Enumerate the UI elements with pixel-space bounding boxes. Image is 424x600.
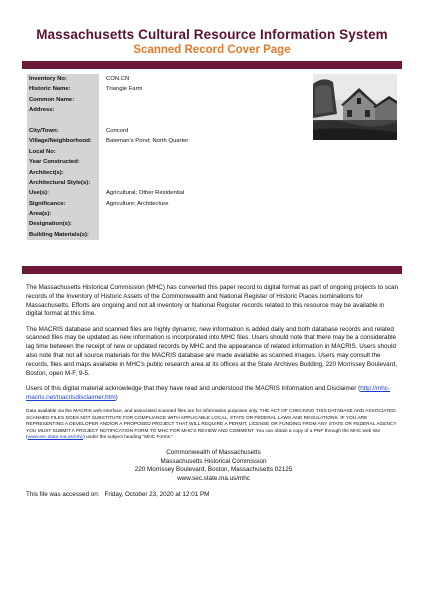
contact-line: Commonwealth of Massachusetts xyxy=(166,449,261,457)
field-value: Bateman's Pond; North Quarter xyxy=(106,138,189,145)
page-subtitle: Scanned Record Cover Page xyxy=(133,44,291,56)
field-row xyxy=(27,157,313,167)
fine-print-text: Data available via the MACRIS web interface, and associated scanned files are for information purposes only. THE ACT OF CHECKING THIS DATABASE AND ASSOCIATED SCANNED FILES DOES NOT SUBSTITUTE FOR COMPLIANCE WITH APPLICABLE LOCAL, STATE OR FEDERAL LAWS AND REGULATIONS. IF YOU ARE REPRESENTING A DEVELOPER AND/OR A PROPOSED PROJECT THAT WILL REQUIRE A PERMIT, LICENSE OR FUNDING FROM ANY STATE OR FEDERAL AGENCY YOU MUST SUBMIT A PROJECT NOTIFICATION FORM TO MHC FOR MHC'S REVIEW AND COMMENT. You can obtain a copy of a PNF through the MHC web site ( xyxy=(26,409,397,441)
field-label: Local No: xyxy=(27,147,99,157)
field-row xyxy=(27,105,313,115)
farmhouse-photo-illustration xyxy=(313,74,397,140)
field-value xyxy=(99,168,106,178)
record-fields xyxy=(27,74,313,240)
database-paragraph: The MACRIS database and scanned files are highly dynamic; new information is added daily and both database records and related scanned files may be updated as new information is incorporated into MHC files. Users should note that there may be a considerable lag time between the receipt of new or updated records by MHC and the appearance of related information in MACRIS. Users should also note that not all source materials for the MACRIS database are made available as scanned images. Users may consult the records, files and maps available in MHC's public research area at its offices at the State Archives Building, 220 Morrissey Boulevard, Boston, open M-F, 9-5. xyxy=(26,325,398,377)
contact-line: Massachusetts Historical Commission xyxy=(160,457,267,465)
field-label: Building Materials(s): xyxy=(27,230,99,240)
legal-fine-print xyxy=(26,409,401,442)
field-label: Architectural Style(s): xyxy=(27,178,99,188)
field-row xyxy=(27,136,313,146)
field-label: Address: xyxy=(27,105,99,115)
field-label: Village/Neighborhood: xyxy=(27,136,99,146)
intro-paragraph: The Massachusetts Historical Commission (MHC) has converted this paper record to digital format as part of ongoing projects to scan records of the Inventory of Historic Assets of the Commonwealth and National Register of Historic Places nominations for Massachusetts. Efforts are ongoing and not all inventory or National Register records related to this resource may be available in digital format at this time. xyxy=(26,284,399,318)
field-label: Architect(s): xyxy=(27,168,99,178)
field-row xyxy=(27,230,313,240)
field-label: City/Town: xyxy=(27,126,99,136)
property-photo xyxy=(313,74,397,140)
page-title: Massachusetts Cultural Resource Information System xyxy=(36,27,388,42)
field-row xyxy=(27,116,313,126)
field-row xyxy=(27,74,313,84)
field-label: Use(s): xyxy=(27,188,99,198)
field-value: CON.CN xyxy=(106,76,130,82)
bottom-divider-bar xyxy=(22,266,402,274)
field-row xyxy=(27,95,313,105)
accessed-label: This file was accessed on: xyxy=(26,491,100,499)
acknowledgement-end: ) xyxy=(115,393,118,401)
top-divider-bar xyxy=(22,61,402,69)
field-label: Inventory No: xyxy=(27,74,99,84)
field-row xyxy=(27,219,313,229)
contact-line: 220 Morrissey Boulevard, Boston, Massachusetts 02125 xyxy=(134,466,293,474)
contact-block xyxy=(26,449,401,483)
field-value xyxy=(99,219,106,229)
field-value: Triangle Farm xyxy=(106,86,143,93)
field-value xyxy=(99,116,106,126)
field-row xyxy=(27,178,313,188)
field-value: Concord xyxy=(106,127,129,134)
acknowledgement-text: Users of this digital material acknowledge that they have read and understood the MACRIS Information and Disclaimer ( xyxy=(26,384,361,392)
field-label: Designation(s): xyxy=(27,219,99,229)
field-value xyxy=(99,178,106,188)
field-value xyxy=(99,157,106,167)
field-label: Significance: xyxy=(27,199,99,209)
disclaimer-link[interactable]: http://mhc-macris.net/macrisdisclaimer.htm xyxy=(26,384,391,401)
fine-print-end: ) under the subject heading "MHC Forms." xyxy=(83,435,174,441)
field-value: Agriculture; Architecture xyxy=(106,200,169,207)
field-value xyxy=(99,105,106,115)
field-row xyxy=(27,188,313,198)
field-label xyxy=(27,116,99,126)
field-row xyxy=(27,168,313,178)
field-row xyxy=(27,209,313,219)
contact-line: www.sec.state.ma.us/mhc xyxy=(177,474,250,482)
access-timestamp xyxy=(26,491,401,499)
field-value xyxy=(99,95,106,105)
accessed-value: Friday, October 23, 2020 at 12:01 PM xyxy=(104,491,210,499)
field-value xyxy=(99,230,106,240)
field-row xyxy=(27,199,313,209)
field-label: Year Constructed: xyxy=(27,157,99,167)
field-row xyxy=(27,126,313,136)
field-value xyxy=(99,209,106,219)
acknowledgement-paragraph xyxy=(26,385,401,403)
field-label: Common Name: xyxy=(27,95,99,105)
field-row xyxy=(27,147,313,157)
field-value: Agricultural; Other Residential xyxy=(106,190,185,197)
mhc-website-link[interactable]: www.sec.state.ma.us/mhc xyxy=(27,435,84,441)
field-row xyxy=(27,84,313,94)
field-value xyxy=(99,147,106,157)
field-label: Historic Name: xyxy=(27,84,99,94)
field-label: Area(s): xyxy=(27,209,99,219)
disclaimer-body xyxy=(26,284,401,499)
